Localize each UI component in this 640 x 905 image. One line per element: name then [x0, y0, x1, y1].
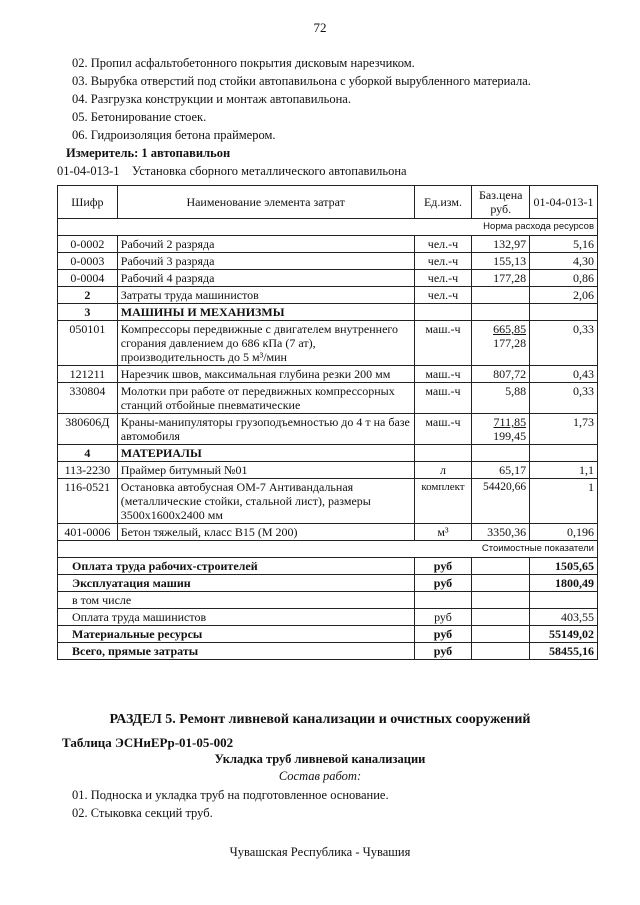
- cell-name: Остановка автобусная ОМ-7 Антивандальная (металлические стойки, стальной лист), размеры 3500х1600х2400 мм: [117, 479, 414, 524]
- cell-norm: 2,06: [530, 287, 598, 304]
- cell-price: 177,28: [472, 270, 530, 287]
- cell-norm: 1,1: [530, 462, 598, 479]
- table-row: [58, 270, 598, 287]
- cell-code: 380606Д: [58, 414, 118, 445]
- cell-name: Компрессоры передвижные с двигателем внутреннего сгорания давлением до 686 кПа (7 ат), производительность до 5 м³/мин: [117, 321, 414, 366]
- cell-code: 401-0006: [58, 524, 118, 541]
- cell-unit: чел.-ч: [414, 236, 472, 253]
- work-item: 01. Подноска и укладка труб на подготовленное основание.: [72, 788, 389, 802]
- cell-norm: 1: [530, 479, 598, 524]
- total-row: [58, 609, 598, 626]
- cell-price: 807,72: [472, 366, 530, 383]
- cell-price: 54420,66: [472, 479, 530, 524]
- cell-unit: маш.-ч: [414, 414, 472, 445]
- total-name: Оплата труда машинистов: [58, 609, 415, 626]
- section-head-row: [58, 445, 598, 462]
- section-heading: МАШИНЫ И МЕХАНИЗМЫ: [117, 304, 414, 321]
- work-item: 02. Стыковка секций труб.: [72, 806, 213, 820]
- cell-norm: 1,73: [530, 414, 598, 445]
- cell-code: 0-0003: [58, 253, 118, 270]
- cell-code: 3: [58, 304, 118, 321]
- cell-price: 132,97: [472, 236, 530, 253]
- cell-price-machinist: 177,28: [493, 336, 527, 350]
- total-row: [58, 626, 598, 643]
- cell-name: Рабочий 3 разряда: [117, 253, 414, 270]
- resource-table: [57, 185, 598, 660]
- total-unit: руб: [414, 609, 472, 626]
- work-item: 03. Вырубка отверстий под стойки автопавильона с уборкой вырубленного материала.: [72, 74, 531, 88]
- cell-code: 113-2230: [58, 462, 118, 479]
- page-footer: Чувашская Республика - Чувашия: [229, 845, 411, 859]
- total-row: [58, 592, 598, 609]
- cell-norm: 0,33: [530, 321, 598, 366]
- cell-norm: 0,86: [530, 270, 598, 287]
- table-row: [58, 366, 598, 383]
- cell-code: 2: [58, 287, 118, 304]
- work-item: 04. Разгрузка конструкции и монтаж автопавильона.: [72, 92, 351, 106]
- table-row: [58, 414, 598, 445]
- cell-price: 711,85: [493, 415, 527, 429]
- page-number: 72: [313, 20, 327, 35]
- cell-name: Праймер битумный №01: [117, 462, 414, 479]
- cell-name: Бетон тяжелый, класс B15 (М 200): [117, 524, 414, 541]
- cell-unit: комплект: [414, 479, 472, 524]
- cell-price: 5,88: [472, 383, 530, 414]
- cell-code: 121211: [58, 366, 118, 383]
- total-name: Оплата труда рабочих-строителей: [58, 558, 415, 575]
- cell-name: Рабочий 4 разряда: [117, 270, 414, 287]
- total-value: 1505,65: [530, 558, 598, 575]
- cell-norm: 5,16: [530, 236, 598, 253]
- cell-code: 050101: [58, 321, 118, 366]
- total-unit: руб: [414, 643, 472, 660]
- table-row: [58, 524, 598, 541]
- cell-unit: чел.-ч: [414, 287, 472, 304]
- cost-caption: Стоимостные показатели: [472, 541, 598, 558]
- cell-name: Краны-манипуляторы грузоподъемностью до 4 т на базе автомобиля: [117, 414, 414, 445]
- section-head-row: [58, 304, 598, 321]
- subtitle: Укладка труб ливневой канализации: [214, 752, 426, 766]
- cell-price-machinist: 199,45: [493, 429, 527, 443]
- table-row: [58, 383, 598, 414]
- table-row: [58, 236, 598, 253]
- composition-heading: Состав работ:: [278, 769, 362, 783]
- cell-code: 116-0521: [58, 479, 118, 524]
- cell-unit: маш.-ч: [414, 321, 472, 366]
- header-norm: 01-04-013-1: [530, 186, 598, 219]
- total-row: [58, 575, 598, 592]
- cell-name: Рабочий 2 разряда: [117, 236, 414, 253]
- table-row: [58, 462, 598, 479]
- norm-caption: Норма расхода ресурсов: [472, 219, 598, 236]
- work-item: 05. Бетонирование стоек.: [72, 110, 207, 124]
- item-header: [57, 164, 407, 179]
- cell-norm: 0,33: [530, 383, 598, 414]
- total-unit: [414, 592, 472, 609]
- total-name: Всего, прямые затраты: [58, 643, 415, 660]
- total-row: [58, 643, 598, 660]
- total-value: 58455,16: [530, 643, 598, 660]
- header-name: Наименование элемента затрат: [117, 186, 414, 219]
- item-title: Установка сборного металлического автопавильона: [132, 164, 407, 178]
- total-value: 55149,02: [530, 626, 598, 643]
- table-row: [58, 321, 598, 366]
- header-price: Баз.цена руб.: [472, 186, 530, 219]
- cell-code: 330804: [58, 383, 118, 414]
- cell-norm: 0,43: [530, 366, 598, 383]
- measure-unit: Измеритель: 1 автопавильон: [66, 146, 231, 160]
- total-name: Материальные ресурсы: [58, 626, 415, 643]
- work-item: 06. Гидроизоляция бетона праймером.: [72, 128, 276, 142]
- cell-code: 0-0004: [58, 270, 118, 287]
- cell-name: Нарезчик швов, максимальная глубина резки 200 мм: [117, 366, 414, 383]
- cell-price: 65,17: [472, 462, 530, 479]
- norm-caption-row: [58, 219, 598, 236]
- total-unit: руб: [414, 626, 472, 643]
- table-header-row: [58, 186, 598, 219]
- cell-code: 0-0002: [58, 236, 118, 253]
- cost-caption-row: [58, 541, 598, 558]
- cell-name: Молотки при работе от передвижных компрессорных станций отбойные пневматические: [117, 383, 414, 414]
- total-row: [58, 558, 598, 575]
- cell-name: Затраты труда машинистов: [117, 287, 414, 304]
- work-item: 02. Пропил асфальтобетонного покрытия дисковым нарезчиком.: [72, 56, 415, 70]
- cell-price: [472, 287, 530, 304]
- cell-code: 4: [58, 445, 118, 462]
- section-title: РАЗДЕЛ 5. Ремонт ливневой канализации и очистных сооружений: [109, 712, 531, 727]
- cell-price: 3350,36: [472, 524, 530, 541]
- total-unit: руб: [414, 558, 472, 575]
- cell-unit: маш.-ч: [414, 366, 472, 383]
- item-code: 01-04-013-1: [57, 164, 120, 178]
- cell-norm: 0,196: [530, 524, 598, 541]
- total-unit: руб: [414, 575, 472, 592]
- cell-price: 665,85: [493, 322, 527, 336]
- total-value: 403,55: [530, 609, 598, 626]
- cell-unit: чел.-ч: [414, 253, 472, 270]
- table-reference: Таблица ЭСНиЕРр-01-05-002: [62, 735, 234, 750]
- total-value: 1800,49: [530, 575, 598, 592]
- table-row: [58, 253, 598, 270]
- total-name: в том числе: [58, 592, 415, 609]
- cell-unit: л: [414, 462, 472, 479]
- cell-unit: чел.-ч: [414, 270, 472, 287]
- total-name: Эксплуатация машин: [58, 575, 415, 592]
- table-row: [58, 287, 598, 304]
- section-heading: МАТЕРИАЛЫ: [117, 445, 414, 462]
- cell-price: 155,13: [472, 253, 530, 270]
- cell-unit: маш.-ч: [414, 383, 472, 414]
- header-unit: Ед.изм.: [414, 186, 472, 219]
- header-code: Шифр: [58, 186, 118, 219]
- cell-unit: м³: [414, 524, 472, 541]
- cell-norm: 4,30: [530, 253, 598, 270]
- total-value: [530, 592, 598, 609]
- table-row: [58, 479, 598, 524]
